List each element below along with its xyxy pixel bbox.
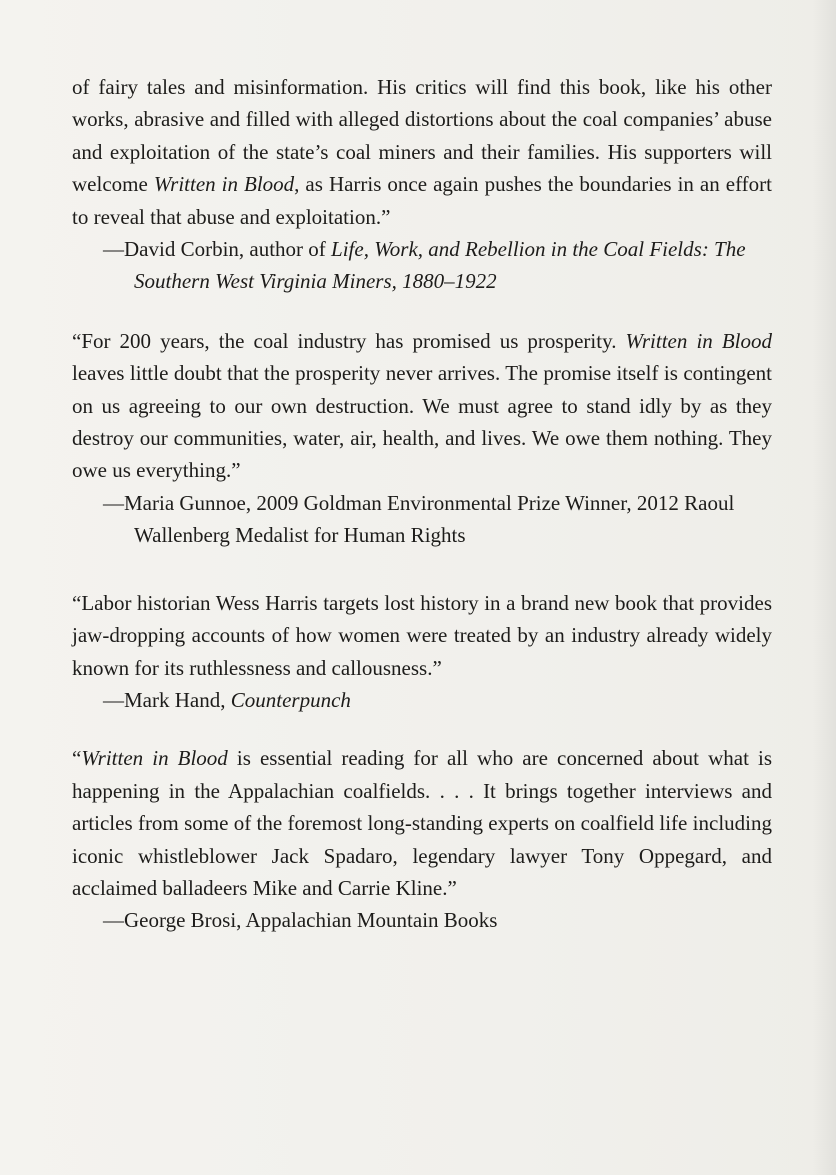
quote-text-segment: “ [72,746,82,771]
quote-text-segment: “For 200 years, the coal industry has promised us prosperity. [72,328,626,353]
book-title-italic: Written in Blood [625,328,773,353]
spacer [72,552,772,587]
quote-attribution [103,233,772,298]
quote-text-segment: is essential reading for all who are concerned about what is happening in the Appalachian coalfields. . . . It brings together interviews and articles from some of the foremost long-standing experts on coalfield life including iconic whistleblower Jack Spadaro, legendary lawyer Tony Oppegard, and acclaimed balladeers Mike and Carrie Kline.” [72,746,772,900]
attribution-book-title: Life, Work, and Rebellion in the Coal Fields: The Southern West Virginia Miners, 1880–1922 [134,237,746,294]
quote-attribution [103,904,772,936]
quote-attribution [103,684,772,716]
book-title-italic: Written in Blood [153,172,295,197]
quote-body [72,742,772,904]
quote-body [72,325,772,487]
spacer [72,298,772,325]
quote-text-segment: , as Harris once again pushes the boundaries in an effort to reveal that abuse and exploitation.” [72,172,773,229]
endorsement-hand [72,587,772,717]
quote-text-segment: “Labor historian Wess Harris targets lost history in a brand new book that provides jaw-dropping accounts of how women were treated by an industry already widely known for its ruthlessness and callousness.” [72,590,772,680]
attribution-text: —Maria Gunnoe, 2009 Goldman Environmental Prize Winner, 2012 Raoul Wallenberg Medalist for Human Rights [103,490,735,548]
quote-text-segment: of fairy tales and misinformation. His critics will find this book, like his other works, abrasive and filled with alleged distortions about the coal companies’ abuse and exploitation of the state’s coal miners and their families. His supporters will welcome [72,75,772,197]
quote-text-segment: leaves little doubt that the prosperity never arrives. The promise itself is contingent on us agreeing to our own destruction. We must agree to stand idly by as they destroy our communities, water, air, health, and lives. We owe them nothing. They owe us everything.” [72,361,772,483]
page-edge-shadow [812,0,836,1175]
book-title-italic: Written in Blood [81,746,228,771]
quote-body [72,587,772,684]
quote-body [72,71,772,233]
endorsement-corbin [72,71,772,298]
attribution-text: —George Brosi, Appalachian Mountain Books [103,908,498,933]
attribution-text: —Mark Hand, [103,687,231,712]
endorsement-text-block [72,71,772,937]
spacer [72,716,772,742]
quote-attribution [103,487,772,552]
endorsement-brosi [72,742,772,936]
endorsement-gunnoe [72,325,772,552]
attribution-text: —David Corbin, author of [103,237,332,262]
attribution-publication: Counterpunch [230,687,351,712]
